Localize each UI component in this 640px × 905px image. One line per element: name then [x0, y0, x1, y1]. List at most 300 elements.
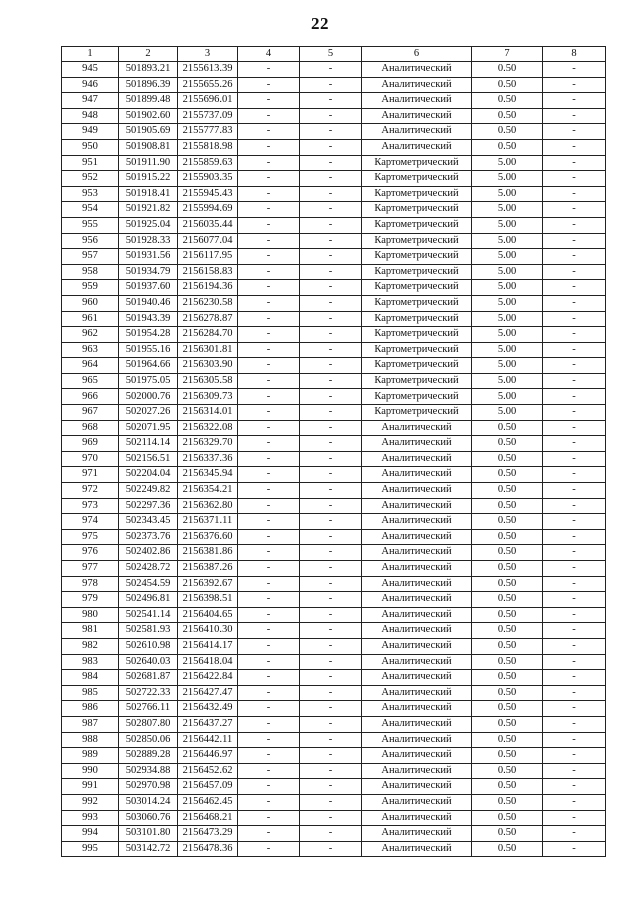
- accuracy-cell: 5.00: [472, 217, 543, 233]
- column-4-cell: -: [238, 264, 300, 280]
- y-coordinate-cell: 2156314.01: [178, 405, 238, 421]
- column-5-cell: -: [300, 467, 362, 483]
- column-4-cell: -: [238, 311, 300, 327]
- column-4-cell: -: [238, 342, 300, 358]
- accuracy-cell: 5.00: [472, 171, 543, 187]
- column-4-cell: -: [238, 77, 300, 93]
- column-4-cell: -: [238, 514, 300, 530]
- column-8-cell: -: [543, 342, 606, 358]
- point-number-cell: 961: [62, 311, 119, 327]
- x-coordinate-cell: 502541.14: [119, 607, 178, 623]
- method-cell: Аналитический: [362, 483, 472, 499]
- column-5-cell: -: [300, 389, 362, 405]
- accuracy-cell: 5.00: [472, 264, 543, 280]
- column-4-cell: -: [238, 748, 300, 764]
- column-5-cell: -: [300, 841, 362, 857]
- y-coordinate-cell: 2155859.63: [178, 155, 238, 171]
- table-row: [62, 529, 606, 545]
- y-coordinate-cell: 2155818.98: [178, 139, 238, 155]
- table-row: [62, 451, 606, 467]
- column-5-cell: -: [300, 514, 362, 530]
- x-coordinate-cell: 503014.24: [119, 794, 178, 810]
- point-number-cell: 970: [62, 451, 119, 467]
- method-cell: Аналитический: [362, 124, 472, 140]
- table-row: [62, 389, 606, 405]
- column-5-cell: -: [300, 826, 362, 842]
- table-header-row: [62, 47, 606, 62]
- column-5-cell: -: [300, 529, 362, 545]
- x-coordinate-cell: 501893.21: [119, 62, 178, 78]
- method-cell: Аналитический: [362, 420, 472, 436]
- column-5-cell: -: [300, 264, 362, 280]
- table-row: [62, 327, 606, 343]
- column-header: 5: [300, 47, 362, 62]
- method-cell: Аналитический: [362, 685, 472, 701]
- x-coordinate-cell: 502373.76: [119, 529, 178, 545]
- x-coordinate-cell: 502850.06: [119, 732, 178, 748]
- accuracy-cell: 0.50: [472, 561, 543, 577]
- point-number-cell: 946: [62, 77, 119, 93]
- point-number-cell: 984: [62, 670, 119, 686]
- column-8-cell: -: [543, 171, 606, 187]
- method-cell: Аналитический: [362, 701, 472, 717]
- column-4-cell: -: [238, 249, 300, 265]
- y-coordinate-cell: 2156322.08: [178, 420, 238, 436]
- column-8-cell: -: [543, 93, 606, 109]
- method-cell: Картометрический: [362, 327, 472, 343]
- column-8-cell: -: [543, 623, 606, 639]
- column-5-cell: -: [300, 451, 362, 467]
- table-row: [62, 779, 606, 795]
- table-row: [62, 249, 606, 265]
- x-coordinate-cell: 501915.22: [119, 171, 178, 187]
- column-5-cell: -: [300, 716, 362, 732]
- method-cell: Аналитический: [362, 826, 472, 842]
- table-row: [62, 62, 606, 78]
- accuracy-cell: 0.50: [472, 701, 543, 717]
- y-coordinate-cell: 2156410.30: [178, 623, 238, 639]
- point-number-cell: 981: [62, 623, 119, 639]
- accuracy-cell: 5.00: [472, 186, 543, 202]
- y-coordinate-cell: 2156414.17: [178, 638, 238, 654]
- column-8-cell: -: [543, 685, 606, 701]
- table-row: [62, 561, 606, 577]
- column-5-cell: -: [300, 358, 362, 374]
- x-coordinate-cell: 502934.88: [119, 763, 178, 779]
- column-5-cell: -: [300, 748, 362, 764]
- method-cell: Аналитический: [362, 810, 472, 826]
- point-number-cell: 990: [62, 763, 119, 779]
- y-coordinate-cell: 2156354.21: [178, 483, 238, 499]
- y-coordinate-cell: 2156452.62: [178, 763, 238, 779]
- column-4-cell: -: [238, 670, 300, 686]
- x-coordinate-cell: 502766.11: [119, 701, 178, 717]
- column-5-cell: -: [300, 576, 362, 592]
- y-coordinate-cell: 2155994.69: [178, 202, 238, 218]
- method-cell: Картометрический: [362, 171, 472, 187]
- column-8-cell: -: [543, 264, 606, 280]
- method-cell: Картометрический: [362, 311, 472, 327]
- column-5-cell: -: [300, 561, 362, 577]
- column-header: 7: [472, 47, 543, 62]
- column-8-cell: -: [543, 467, 606, 483]
- method-cell: Аналитический: [362, 623, 472, 639]
- page-number: 22: [311, 14, 329, 33]
- table-row: [62, 732, 606, 748]
- column-8-cell: -: [543, 327, 606, 343]
- y-coordinate-cell: 2156427.47: [178, 685, 238, 701]
- y-coordinate-cell: 2156422.84: [178, 670, 238, 686]
- column-4-cell: -: [238, 779, 300, 795]
- y-coordinate-cell: 2155777.83: [178, 124, 238, 140]
- column-4-cell: -: [238, 295, 300, 311]
- y-coordinate-cell: 2156117.95: [178, 249, 238, 265]
- accuracy-cell: 5.00: [472, 405, 543, 421]
- point-number-cell: 967: [62, 405, 119, 421]
- column-8-cell: -: [543, 311, 606, 327]
- column-4-cell: -: [238, 358, 300, 374]
- x-coordinate-cell: 501943.39: [119, 311, 178, 327]
- method-cell: Аналитический: [362, 139, 472, 155]
- column-4-cell: -: [238, 701, 300, 717]
- column-5-cell: -: [300, 763, 362, 779]
- point-number-cell: 957: [62, 249, 119, 265]
- column-8-cell: -: [543, 498, 606, 514]
- column-8-cell: -: [543, 561, 606, 577]
- point-number-cell: 956: [62, 233, 119, 249]
- point-number-cell: 972: [62, 483, 119, 499]
- x-coordinate-cell: 501937.60: [119, 280, 178, 296]
- table-row: [62, 685, 606, 701]
- accuracy-cell: 5.00: [472, 389, 543, 405]
- x-coordinate-cell: 503060.76: [119, 810, 178, 826]
- column-5-cell: -: [300, 436, 362, 452]
- accuracy-cell: 0.50: [472, 139, 543, 155]
- method-cell: Картометрический: [362, 342, 472, 358]
- x-coordinate-cell: 502428.72: [119, 561, 178, 577]
- column-5-cell: -: [300, 685, 362, 701]
- method-cell: Аналитический: [362, 108, 472, 124]
- table-row: [62, 841, 606, 857]
- x-coordinate-cell: 501908.81: [119, 139, 178, 155]
- column-5-cell: -: [300, 420, 362, 436]
- x-coordinate-cell: 501902.60: [119, 108, 178, 124]
- y-coordinate-cell: 2155945.43: [178, 186, 238, 202]
- accuracy-cell: 0.50: [472, 529, 543, 545]
- point-number-cell: 954: [62, 202, 119, 218]
- column-8-cell: -: [543, 202, 606, 218]
- method-cell: Картометрический: [362, 155, 472, 171]
- column-8-cell: -: [543, 670, 606, 686]
- column-5-cell: -: [300, 779, 362, 795]
- column-5-cell: -: [300, 77, 362, 93]
- method-cell: Аналитический: [362, 545, 472, 561]
- column-8-cell: -: [543, 514, 606, 530]
- column-4-cell: -: [238, 716, 300, 732]
- point-number-cell: 962: [62, 327, 119, 343]
- column-4-cell: -: [238, 405, 300, 421]
- x-coordinate-cell: 502496.81: [119, 592, 178, 608]
- x-coordinate-cell: 501925.04: [119, 217, 178, 233]
- accuracy-cell: 0.50: [472, 826, 543, 842]
- x-coordinate-cell: 501975.05: [119, 373, 178, 389]
- accuracy-cell: 0.50: [472, 607, 543, 623]
- table-row: [62, 358, 606, 374]
- table-row: [62, 233, 606, 249]
- column-8-cell: -: [543, 748, 606, 764]
- y-coordinate-cell: 2156230.58: [178, 295, 238, 311]
- y-coordinate-cell: 2156329.70: [178, 436, 238, 452]
- y-coordinate-cell: 2156462.45: [178, 794, 238, 810]
- y-coordinate-cell: 2156473.29: [178, 826, 238, 842]
- table-row: [62, 514, 606, 530]
- method-cell: Аналитический: [362, 62, 472, 78]
- column-4-cell: -: [238, 171, 300, 187]
- column-4-cell: -: [238, 124, 300, 140]
- table-row: [62, 483, 606, 499]
- column-4-cell: -: [238, 623, 300, 639]
- accuracy-cell: 5.00: [472, 249, 543, 265]
- column-5-cell: -: [300, 233, 362, 249]
- y-coordinate-cell: 2156442.11: [178, 732, 238, 748]
- x-coordinate-cell: 502249.82: [119, 483, 178, 499]
- column-4-cell: -: [238, 826, 300, 842]
- table-row: [62, 748, 606, 764]
- method-cell: Аналитический: [362, 436, 472, 452]
- y-coordinate-cell: 2156284.70: [178, 327, 238, 343]
- x-coordinate-cell: 502581.93: [119, 623, 178, 639]
- x-coordinate-cell: 502156.51: [119, 451, 178, 467]
- column-5-cell: -: [300, 670, 362, 686]
- y-coordinate-cell: 2156446.97: [178, 748, 238, 764]
- column-8-cell: -: [543, 280, 606, 296]
- column-4-cell: -: [238, 654, 300, 670]
- y-coordinate-cell: 2156371.11: [178, 514, 238, 530]
- point-number-cell: 987: [62, 716, 119, 732]
- y-coordinate-cell: 2155613.39: [178, 62, 238, 78]
- column-4-cell: -: [238, 389, 300, 405]
- column-8-cell: -: [543, 155, 606, 171]
- column-8-cell: -: [543, 186, 606, 202]
- column-4-cell: -: [238, 420, 300, 436]
- accuracy-cell: 0.50: [472, 77, 543, 93]
- accuracy-cell: 0.50: [472, 732, 543, 748]
- accuracy-cell: 5.00: [472, 202, 543, 218]
- method-cell: Аналитический: [362, 93, 472, 109]
- y-coordinate-cell: 2156418.04: [178, 654, 238, 670]
- table-row: [62, 295, 606, 311]
- column-5-cell: -: [300, 701, 362, 717]
- column-5-cell: -: [300, 62, 362, 78]
- column-5-cell: -: [300, 108, 362, 124]
- x-coordinate-cell: 501954.28: [119, 327, 178, 343]
- column-8-cell: -: [543, 810, 606, 826]
- x-coordinate-cell: 501905.69: [119, 124, 178, 140]
- x-coordinate-cell: 502027.26: [119, 405, 178, 421]
- column-8-cell: -: [543, 389, 606, 405]
- column-5-cell: -: [300, 545, 362, 561]
- accuracy-cell: 0.50: [472, 514, 543, 530]
- method-cell: Аналитический: [362, 451, 472, 467]
- y-coordinate-cell: 2156432.49: [178, 701, 238, 717]
- x-coordinate-cell: 502722.33: [119, 685, 178, 701]
- x-coordinate-cell: 503101.80: [119, 826, 178, 842]
- column-5-cell: -: [300, 342, 362, 358]
- x-coordinate-cell: 501955.16: [119, 342, 178, 358]
- x-coordinate-cell: 501899.48: [119, 93, 178, 109]
- y-coordinate-cell: 2156437.27: [178, 716, 238, 732]
- table-row: [62, 654, 606, 670]
- column-8-cell: -: [543, 529, 606, 545]
- column-header: 1: [62, 47, 119, 62]
- x-coordinate-cell: 501896.39: [119, 77, 178, 93]
- table-row: [62, 794, 606, 810]
- y-coordinate-cell: 2156404.65: [178, 607, 238, 623]
- accuracy-cell: 0.50: [472, 436, 543, 452]
- accuracy-cell: 0.50: [472, 467, 543, 483]
- column-5-cell: -: [300, 171, 362, 187]
- table-row: [62, 202, 606, 218]
- column-8-cell: -: [543, 108, 606, 124]
- method-cell: Аналитический: [362, 841, 472, 857]
- column-4-cell: -: [238, 592, 300, 608]
- column-5-cell: -: [300, 139, 362, 155]
- table-row: [62, 217, 606, 233]
- table-row: [62, 405, 606, 421]
- point-number-cell: 948: [62, 108, 119, 124]
- point-number-cell: 958: [62, 264, 119, 280]
- y-coordinate-cell: 2155737.09: [178, 108, 238, 124]
- accuracy-cell: 0.50: [472, 93, 543, 109]
- y-coordinate-cell: 2156478.36: [178, 841, 238, 857]
- point-number-cell: 950: [62, 139, 119, 155]
- x-coordinate-cell: 501931.56: [119, 249, 178, 265]
- y-coordinate-cell: 2156381.86: [178, 545, 238, 561]
- table-row: [62, 264, 606, 280]
- point-number-cell: 945: [62, 62, 119, 78]
- method-cell: Аналитический: [362, 654, 472, 670]
- table-row: [62, 638, 606, 654]
- method-cell: Картометрический: [362, 295, 472, 311]
- table-row: [62, 763, 606, 779]
- column-8-cell: -: [543, 124, 606, 140]
- column-4-cell: -: [238, 545, 300, 561]
- column-5-cell: -: [300, 373, 362, 389]
- point-number-cell: 995: [62, 841, 119, 857]
- column-8-cell: -: [543, 826, 606, 842]
- column-4-cell: -: [238, 529, 300, 545]
- column-4-cell: -: [238, 638, 300, 654]
- accuracy-cell: 5.00: [472, 373, 543, 389]
- point-number-cell: 994: [62, 826, 119, 842]
- column-8-cell: -: [543, 841, 606, 857]
- accuracy-cell: 0.50: [472, 670, 543, 686]
- column-4-cell: -: [238, 139, 300, 155]
- accuracy-cell: 0.50: [472, 716, 543, 732]
- accuracy-cell: 0.50: [472, 108, 543, 124]
- accuracy-cell: 0.50: [472, 451, 543, 467]
- column-5-cell: -: [300, 202, 362, 218]
- y-coordinate-cell: 2156278.87: [178, 311, 238, 327]
- column-4-cell: -: [238, 155, 300, 171]
- accuracy-cell: 0.50: [472, 794, 543, 810]
- column-8-cell: -: [543, 716, 606, 732]
- point-number-cell: 968: [62, 420, 119, 436]
- x-coordinate-cell: 502000.76: [119, 389, 178, 405]
- column-header: 3: [178, 47, 238, 62]
- column-8-cell: -: [543, 654, 606, 670]
- y-coordinate-cell: 2156376.60: [178, 529, 238, 545]
- point-number-cell: 980: [62, 607, 119, 623]
- column-4-cell: -: [238, 451, 300, 467]
- column-5-cell: -: [300, 280, 362, 296]
- x-coordinate-cell: 502610.98: [119, 638, 178, 654]
- table-row: [62, 108, 606, 124]
- point-number-cell: 978: [62, 576, 119, 592]
- accuracy-cell: 0.50: [472, 124, 543, 140]
- method-cell: Картометрический: [362, 186, 472, 202]
- x-coordinate-cell: 502297.36: [119, 498, 178, 514]
- column-8-cell: -: [543, 451, 606, 467]
- column-8-cell: -: [543, 62, 606, 78]
- x-coordinate-cell: 502889.28: [119, 748, 178, 764]
- point-number-cell: 963: [62, 342, 119, 358]
- column-4-cell: -: [238, 327, 300, 343]
- x-coordinate-cell: 502640.03: [119, 654, 178, 670]
- column-4-cell: -: [238, 202, 300, 218]
- column-4-cell: -: [238, 794, 300, 810]
- x-coordinate-cell: 502114.14: [119, 436, 178, 452]
- x-coordinate-cell: 502970.98: [119, 779, 178, 795]
- y-coordinate-cell: 2156345.94: [178, 467, 238, 483]
- y-coordinate-cell: 2156301.81: [178, 342, 238, 358]
- point-number-cell: 982: [62, 638, 119, 654]
- y-coordinate-cell: 2156035.44: [178, 217, 238, 233]
- column-8-cell: -: [543, 217, 606, 233]
- point-number-cell: 979: [62, 592, 119, 608]
- point-number-cell: 976: [62, 545, 119, 561]
- method-cell: Аналитический: [362, 779, 472, 795]
- x-coordinate-cell: 502454.59: [119, 576, 178, 592]
- point-number-cell: 951: [62, 155, 119, 171]
- method-cell: Картометрический: [362, 202, 472, 218]
- accuracy-cell: 5.00: [472, 233, 543, 249]
- method-cell: Аналитический: [362, 529, 472, 545]
- accuracy-cell: 0.50: [472, 623, 543, 639]
- method-cell: Картометрический: [362, 280, 472, 296]
- method-cell: Картометрический: [362, 405, 472, 421]
- point-number-cell: 969: [62, 436, 119, 452]
- column-5-cell: -: [300, 607, 362, 623]
- column-8-cell: -: [543, 763, 606, 779]
- method-cell: Аналитический: [362, 670, 472, 686]
- column-8-cell: -: [543, 295, 606, 311]
- y-coordinate-cell: 2156392.67: [178, 576, 238, 592]
- column-4-cell: -: [238, 62, 300, 78]
- accuracy-cell: 0.50: [472, 420, 543, 436]
- table-row: [62, 701, 606, 717]
- accuracy-cell: 0.50: [472, 498, 543, 514]
- point-number-cell: 989: [62, 748, 119, 764]
- table-row: [62, 171, 606, 187]
- column-5-cell: -: [300, 186, 362, 202]
- column-4-cell: -: [238, 732, 300, 748]
- table-row: [62, 810, 606, 826]
- point-number-cell: 992: [62, 794, 119, 810]
- method-cell: Аналитический: [362, 794, 472, 810]
- point-number-cell: 983: [62, 654, 119, 670]
- column-4-cell: -: [238, 810, 300, 826]
